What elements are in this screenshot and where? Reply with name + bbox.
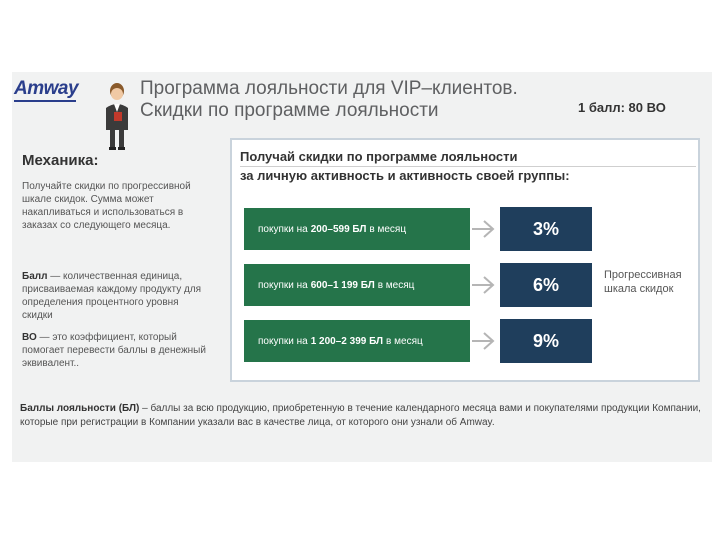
tier-suffix: в месяц xyxy=(386,335,423,347)
panel-divider xyxy=(240,166,696,167)
points-rate: 1 балл: 80 ВО xyxy=(578,100,666,115)
tier-range: 600–1 199 БЛ xyxy=(310,279,375,291)
arrow-right-icon xyxy=(472,219,496,239)
tier-suffix: в месяц xyxy=(369,223,407,235)
progressive-line-2: шкала скидок xyxy=(604,283,674,295)
businesswoman-icon xyxy=(100,82,134,152)
logo-underline xyxy=(14,100,76,102)
page-title xyxy=(140,78,518,122)
tier-prefix: покупки на xyxy=(258,223,308,235)
footer-note xyxy=(20,402,712,430)
tier-prefix: покупки на xyxy=(258,279,308,291)
discount-badge-3: 9% xyxy=(500,319,592,363)
vo-term: ВО xyxy=(22,332,37,343)
footer-text: – баллы за всю продукцию, приобретенную в течение календарного месяца вами и покупателями продукции Компании, которые при регистрации в Компании указали вас в качестве лица, от которого они узнали об Amway. xyxy=(20,403,701,428)
arrow-right-icon xyxy=(472,331,496,351)
footer-term: Баллы лояльности (БЛ) xyxy=(20,403,140,414)
tier-prefix: покупки на xyxy=(258,335,308,347)
title-line-1: Программа лояльности для VIP–клиентов. xyxy=(140,78,518,99)
progressive-scale-label xyxy=(604,268,682,296)
discount-badge-1: 3% xyxy=(500,207,592,251)
tier-row-3 xyxy=(244,320,470,362)
amway-logo: Amway xyxy=(14,78,79,99)
ball-term: Балл xyxy=(22,271,48,282)
discount-badge-2: 6% xyxy=(500,263,592,307)
mechanics-paragraph-1: Получайте скидки по прогрессивной шкале скидок. Сумма может накапливаться и использоваться в заказах со следующего месяца. xyxy=(22,181,191,231)
progressive-line-1: Прогрессивная xyxy=(604,269,682,281)
panel-title-line-2: за личную активность и активность своей группы: xyxy=(240,168,570,183)
mechanics-heading: Механика: xyxy=(22,152,99,169)
mechanics-paragraph-3 xyxy=(22,331,207,370)
tier-range: 1 200–2 399 БЛ xyxy=(310,335,384,347)
vo-definition: — это коэффициент, который помогает перевести баллы в денежный эквивалент.. xyxy=(22,332,206,369)
tier-row-2 xyxy=(244,264,470,306)
arrow-right-icon xyxy=(472,275,496,295)
tier-row-1 xyxy=(244,208,470,250)
mechanics-paragraph-2 xyxy=(22,270,207,322)
panel-title-line-1: Получай скидки по программе лояльности xyxy=(240,149,518,164)
tier-range: 200–599 БЛ xyxy=(310,223,367,235)
ball-definition: — количественная единица, присваиваемая каждому продукту для определения процентного уровня скидки xyxy=(22,271,202,321)
title-line-2: Скидки по программе лояльности xyxy=(140,100,439,121)
tier-suffix: в месяц xyxy=(377,279,415,291)
